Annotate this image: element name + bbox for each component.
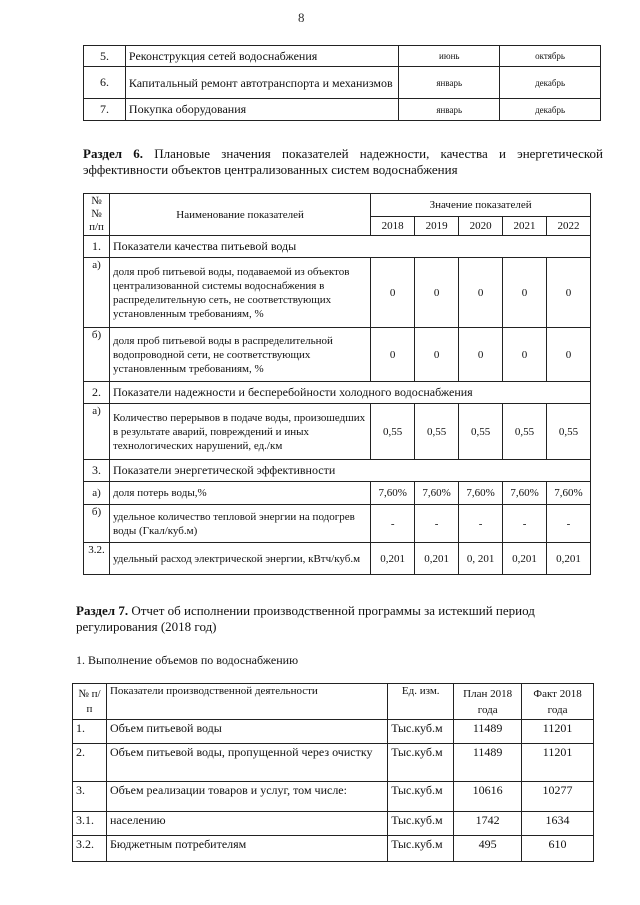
row-name: Бюджетным потребителям — [106, 836, 387, 862]
value-cell: 0,55 — [503, 404, 547, 460]
value-cell: 0 — [459, 328, 503, 382]
header-values: Значение показателей — [371, 194, 591, 217]
value-cell: 0,55 — [459, 404, 503, 460]
value-cell: - — [459, 505, 503, 543]
row-name: Капитальный ремонт автотранспорта и механизмов — [125, 67, 398, 99]
value-cell: 0,201 — [547, 543, 591, 575]
table-row — [84, 46, 601, 67]
section6-label: Раздел 6. — [83, 146, 144, 161]
row-unit: Тыс.куб.м — [388, 812, 454, 836]
value-cell: 0 — [547, 328, 591, 382]
row-unit: Тыс.куб.м — [388, 782, 454, 812]
table-row — [73, 744, 594, 782]
row-number: 3. — [84, 460, 110, 482]
value-cell: 0 — [371, 328, 415, 382]
section6-title: Плановые значения показателей надежности, качества и энергетической эффективности объектов централизованных систем водоснабжения — [83, 146, 604, 177]
value-cell: 0 — [415, 328, 459, 382]
row-number: 1. — [73, 720, 107, 744]
row-name: Объем питьевой воды — [106, 720, 387, 744]
header-name: Наименование показателей — [109, 194, 370, 236]
row-number: б) — [84, 328, 110, 382]
header-num: №№ п/п — [84, 194, 110, 236]
section7-subtitle: 1. Выполнение объемов по водоснабжению — [76, 653, 299, 667]
table-row — [84, 404, 591, 460]
row-number: 6. — [84, 67, 126, 99]
table-row — [73, 836, 594, 862]
group-title: Показатели надежности и бесперебойности холодного водоснабжения — [109, 382, 590, 404]
section7-title: Отчет об исполнении производственной программы за истекший период регулирования (2018 год) — [76, 603, 535, 634]
value-cell: 7,60% — [547, 482, 591, 505]
row-number: 3.2. — [73, 836, 107, 862]
value-cell: - — [547, 505, 591, 543]
month-to: декабрь — [500, 99, 601, 121]
row-number: 3.1. — [73, 812, 107, 836]
value-cell: - — [371, 505, 415, 543]
group-row — [84, 460, 591, 482]
table-row — [73, 812, 594, 836]
plan-value: 10616 — [454, 782, 522, 812]
table-row — [84, 67, 601, 99]
row-number: б) — [84, 505, 110, 543]
table-row — [73, 720, 594, 744]
fact-value: 11201 — [522, 744, 594, 782]
fact-value: 10277 — [522, 782, 594, 812]
row-number: 2. — [73, 744, 107, 782]
value-cell: 0,201 — [371, 543, 415, 575]
header-plan: План 2018 года — [454, 684, 522, 720]
year-2018: 2018 — [371, 216, 415, 235]
row-name: доля потерь воды,% — [109, 482, 370, 505]
header-num: № п/п — [73, 684, 107, 720]
plan-value: 11489 — [454, 744, 522, 782]
row-name: населению — [106, 812, 387, 836]
month-from: июнь — [399, 46, 500, 67]
table-row — [84, 258, 591, 328]
row-name: Реконструкция сетей водоснабжения — [125, 46, 398, 67]
value-cell: 0 — [503, 328, 547, 382]
header-row — [73, 684, 594, 720]
section6-heading — [83, 146, 603, 178]
value-cell: 0,55 — [547, 404, 591, 460]
top-table — [83, 45, 601, 121]
page-mark: 8 — [298, 10, 305, 25]
volumes-table — [72, 683, 594, 862]
month-from: январь — [399, 99, 500, 121]
section7-heading — [76, 603, 596, 635]
row-number: 1. — [84, 236, 110, 258]
table-row — [84, 99, 601, 121]
row-name: доля проб питьевой воды, подаваемой из объектов централизованной системы водоснабжения в распределительную сеть, не соответствующих установленным требованиям, % — [109, 258, 370, 328]
row-name: Покупка оборудования — [125, 99, 398, 121]
month-from: январь — [399, 67, 500, 99]
value-cell: 0 — [503, 258, 547, 328]
value-cell: 0,201 — [415, 543, 459, 575]
year-2021: 2021 — [503, 216, 547, 235]
row-number: 3.2. — [84, 543, 110, 575]
fact-value: 1634 — [522, 812, 594, 836]
section7-label: Раздел 7. — [76, 603, 129, 618]
value-cell: 0,55 — [371, 404, 415, 460]
row-number: 3. — [73, 782, 107, 812]
row-name: Объем реализации товаров и услуг, том числе: — [106, 782, 387, 812]
table-row — [73, 782, 594, 812]
year-2022: 2022 — [547, 216, 591, 235]
plan-value: 11489 — [454, 720, 522, 744]
value-cell: 0 — [459, 258, 503, 328]
row-unit: Тыс.куб.м — [388, 744, 454, 782]
table-row — [84, 505, 591, 543]
month-to: октябрь — [500, 46, 601, 67]
row-number: 5. — [84, 46, 126, 67]
fact-value: 11201 — [522, 720, 594, 744]
value-cell: 7,60% — [459, 482, 503, 505]
value-cell: 7,60% — [371, 482, 415, 505]
row-number: 2. — [84, 382, 110, 404]
value-cell: 0 — [415, 258, 459, 328]
row-name: Объем питьевой воды, пропущенной через очистку — [106, 744, 387, 782]
value-cell: 7,60% — [415, 482, 459, 505]
header-fact: Факт 2018 года — [522, 684, 594, 720]
plan-value: 495 — [454, 836, 522, 862]
row-unit: Тыс.куб.м — [388, 720, 454, 744]
group-row — [84, 382, 591, 404]
row-unit: Тыс.куб.м — [388, 836, 454, 862]
value-cell: 0 — [547, 258, 591, 328]
fact-value: 610 — [522, 836, 594, 862]
group-title: Показатели качества питьевой воды — [109, 236, 590, 258]
row-number: а) — [84, 404, 110, 460]
value-cell: 0,201 — [503, 543, 547, 575]
row-name: доля проб питьевой воды в распределительной водопроводной сети, не соответствующих установленным требованиям, % — [109, 328, 370, 382]
month-to: декабрь — [500, 67, 601, 99]
year-2020: 2020 — [459, 216, 503, 235]
value-cell: 7,60% — [503, 482, 547, 505]
year-2019: 2019 — [415, 216, 459, 235]
value-cell: - — [503, 505, 547, 543]
indicators-table — [83, 193, 591, 575]
row-number: 7. — [84, 99, 126, 121]
header-unit: Ед. изм. — [388, 684, 454, 720]
row-name: Количество перерывов в подаче воды, произошедших в результате аварий, повреждений и иных технологических нарушений, ед./км — [109, 404, 370, 460]
row-name: удельное количество тепловой энергии на подогрев воды (Гкал/куб.м) — [109, 505, 370, 543]
table-row — [84, 543, 591, 575]
value-cell: 0, 201 — [459, 543, 503, 575]
group-title: Показатели энергетической эффективности — [109, 460, 590, 482]
row-number: а) — [84, 482, 110, 505]
value-cell: 0 — [371, 258, 415, 328]
plan-value: 1742 — [454, 812, 522, 836]
value-cell: 0,55 — [415, 404, 459, 460]
table-row — [84, 482, 591, 505]
header-name: Показатели производственной деятельности — [106, 684, 387, 720]
row-number: а) — [84, 258, 110, 328]
table-row — [84, 328, 591, 382]
value-cell: - — [415, 505, 459, 543]
row-name: удельный расход электрической энергии, кВтч/куб.м — [109, 543, 370, 575]
group-row — [84, 236, 591, 258]
